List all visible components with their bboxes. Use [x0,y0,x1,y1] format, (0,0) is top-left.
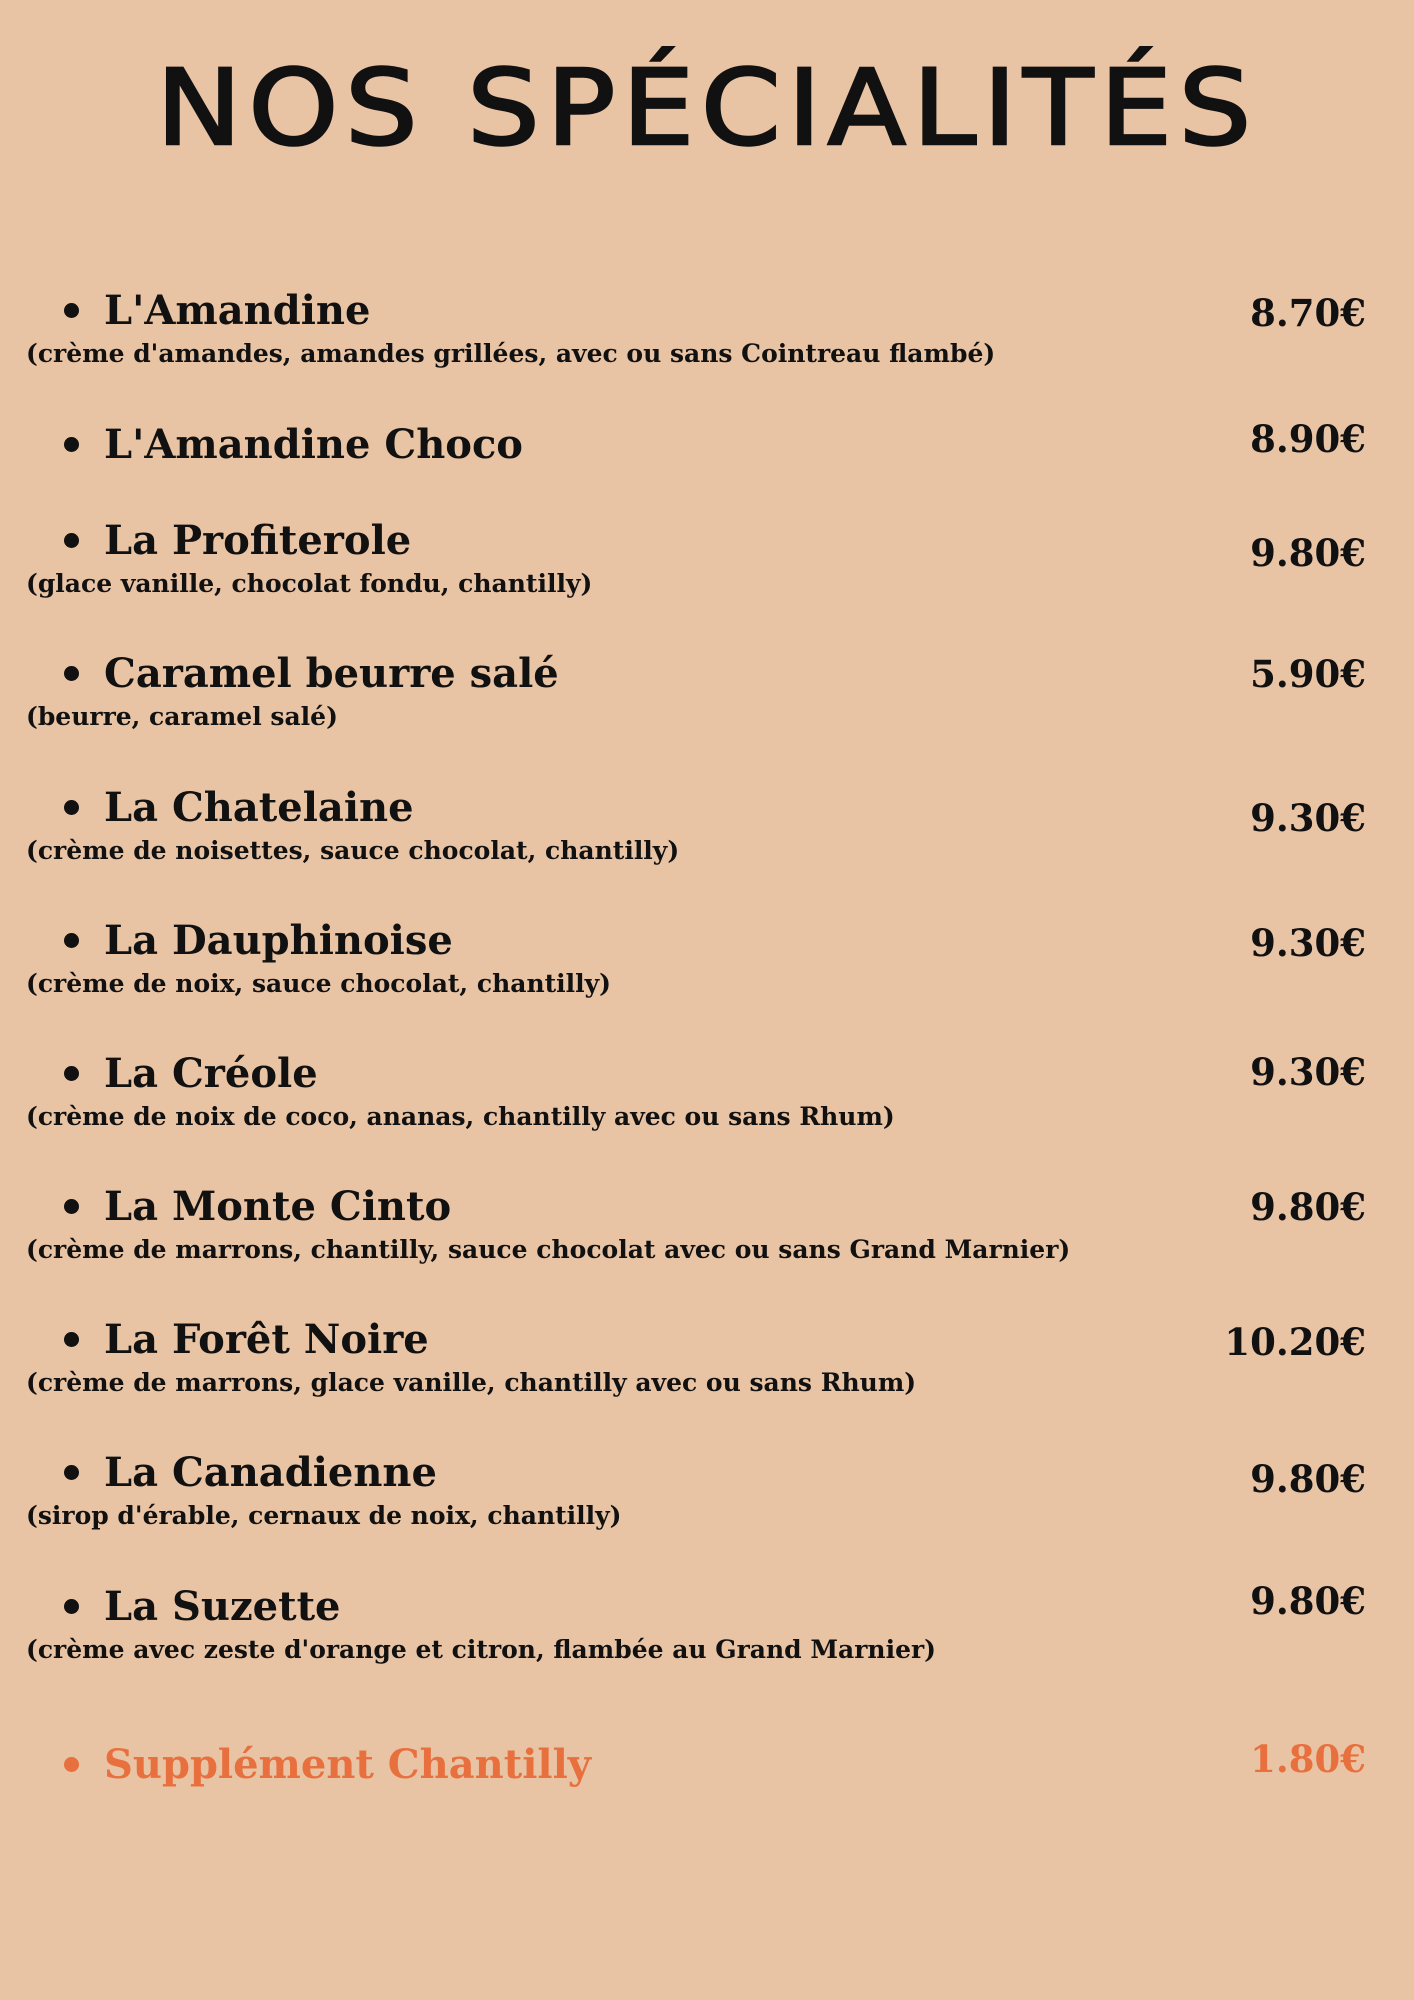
item-price: 9.80€ [1250,1579,1366,1623]
item-name: La Suzette [104,1583,341,1630]
item-price: 8.90€ [1250,417,1366,461]
item-name: Supplément Chantilly [104,1741,592,1788]
item-description: (crème d'amandes, amandes grillées, avec ou sans Cointreau flambé) [26,339,996,368]
item-description: (sirop d'érable, cernaux de noix, chantilly) [26,1501,622,1530]
menu-item-monte-cinto [0,1181,1414,1264]
item-description: (crème de marrons, glace vanille, chantilly avec ou sans Rhum) [26,1368,917,1397]
item-price: 8.70€ [1250,291,1366,335]
menu-item-canadienne [0,1447,1414,1530]
item-description: (crème de marrons, chantilly, sauce chocolat avec ou sans Grand Marnier) [26,1235,1071,1264]
item-price: 9.80€ [1250,1457,1366,1501]
item-name: La Créole [104,1050,318,1097]
item-description: (crème de noisettes, sauce chocolat, chantilly) [26,836,680,865]
item-name: Caramel beurre salé [104,650,559,697]
item-price: 10.20€ [1224,1320,1366,1364]
item-name: L'Amandine [104,287,371,334]
menu-item-profiterole [0,515,1414,598]
item-name: L'Amandine Choco [104,421,523,468]
item-price: 1.80€ [1250,1737,1366,1781]
bullet-icon [64,1599,79,1614]
item-name: La Dauphinoise [104,917,453,964]
bullet-icon [64,1465,79,1480]
menu-item-caramel-beurre-sale [0,648,1414,731]
item-description: (beurre, caramel salé) [26,702,338,731]
menu-item-amandine-choco [0,419,1414,499]
bullet-icon [64,666,79,681]
item-price: 9.30€ [1250,796,1366,840]
item-price: 9.30€ [1250,921,1366,965]
item-name: La Forêt Noire [104,1316,429,1363]
item-description: (glace vanille, chocolat fondu, chantilly) [26,569,593,598]
item-description: (crème de noix de coco, ananas, chantilly avec ou sans Rhum) [26,1102,895,1131]
page-title: NOS SPÉCIALITÉS [156,47,1258,169]
item-description: (crème avec zeste d'orange et citron, flambée au Grand Marnier) [26,1635,936,1664]
item-name: La Monte Cinto [104,1183,452,1230]
item-name: La Profiterole [104,517,412,564]
bullet-icon [64,1199,79,1214]
item-price: 9.80€ [1250,1185,1366,1229]
item-price: 9.30€ [1250,1050,1366,1094]
item-name: La Chatelaine [104,784,414,831]
bullet-icon [64,533,79,548]
bullet-icon [64,1332,79,1347]
bullet-icon [64,1757,79,1772]
bullet-icon [64,800,79,815]
menu-item-chatelaine [0,782,1414,865]
bullet-icon [64,437,79,452]
bullet-icon [64,1066,79,1081]
menu-item-supplement-chantilly [0,1739,1414,1819]
bullet-icon [64,303,79,318]
item-price: 9.80€ [1250,531,1366,575]
menu-item-amandine [0,285,1414,368]
item-price: 5.90€ [1250,652,1366,696]
item-description: (crème de noix, sauce chocolat, chantilly) [26,969,612,998]
menu-item-creole [0,1048,1414,1131]
menu-item-foret-noire [0,1314,1414,1397]
bullet-icon [64,933,79,948]
menu-item-suzette [0,1579,1414,1664]
menu-item-dauphinoise [0,915,1414,998]
item-name: La Canadienne [104,1449,437,1496]
